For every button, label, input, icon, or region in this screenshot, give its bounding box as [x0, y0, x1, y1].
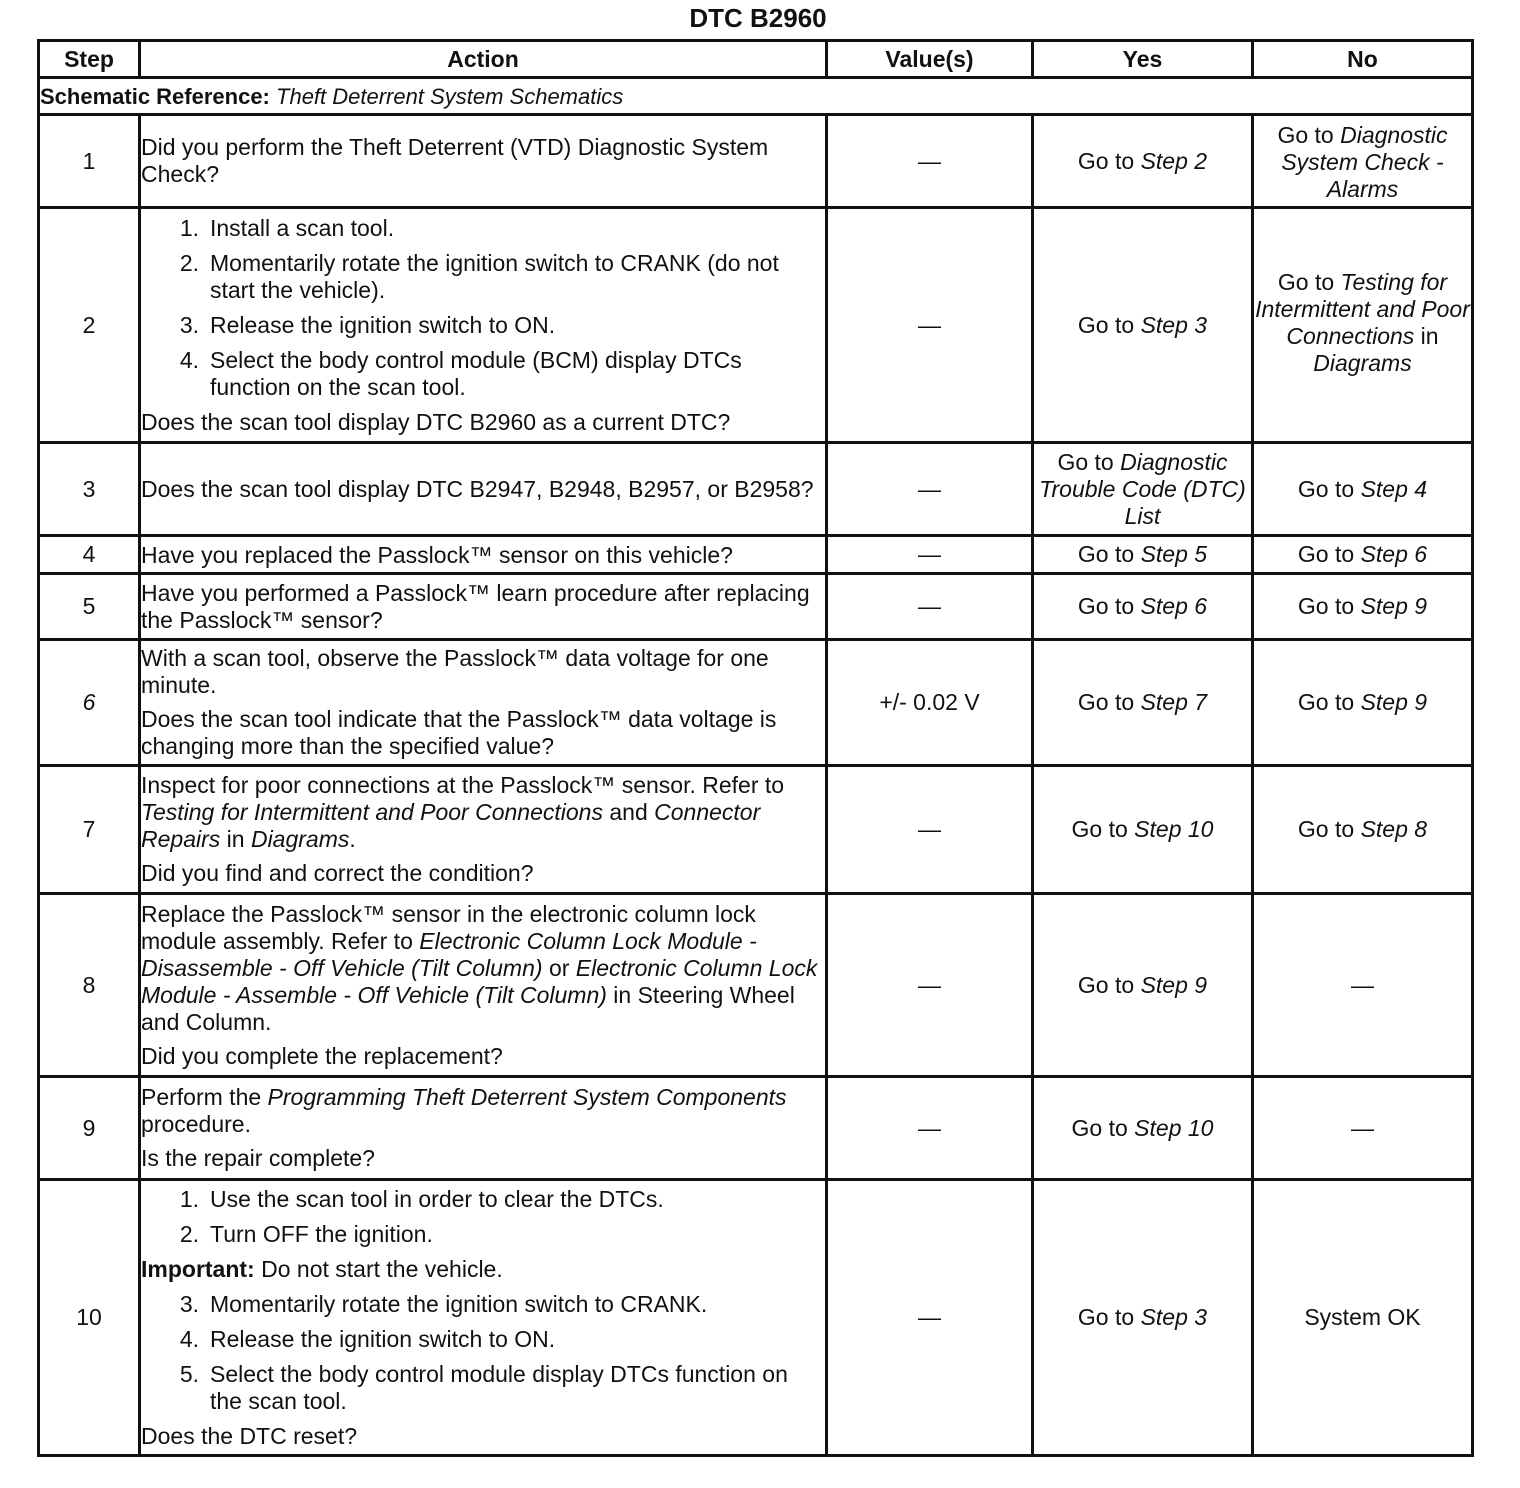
action-cell: [140, 208, 827, 443]
no-cell: Go to Step 8: [1253, 766, 1473, 894]
step-number: 1: [39, 115, 140, 208]
yes-cell: Go to Step 10: [1033, 766, 1253, 894]
step-number: 10: [39, 1180, 140, 1456]
no-link[interactable]: Diagnostic System Check - Alarms: [1281, 122, 1448, 202]
step-number: 5: [39, 574, 140, 640]
goto-label: Go to: [1077, 147, 1135, 174]
yes-link[interactable]: Step 3: [1140, 1304, 1208, 1330]
table-row: [39, 640, 1473, 766]
schematic-reference: [39, 78, 1473, 115]
action-cell: [140, 115, 827, 208]
no-cell: System OK: [1253, 1180, 1473, 1456]
schematic-row: [39, 78, 1473, 115]
header-step: Step: [39, 41, 140, 78]
page-title: DTC B2960: [689, 3, 827, 33]
value-cell: —: [827, 1077, 1033, 1180]
list-item: 4. Select the body control module (BCM) display DTCs function on the scan tool.: [179, 346, 742, 400]
no-cell: —: [1253, 894, 1473, 1077]
value-cell: —: [827, 536, 1033, 574]
schematic-link[interactable]: Theft Deterrent System Schematics: [276, 83, 624, 109]
action-cell: [140, 1180, 827, 1456]
ref-link[interactable]: Electronic Column Lock Module - Disassemble - Off Vehicle (Tilt Column): [141, 927, 757, 981]
table-row: [39, 1180, 1473, 1456]
no-cell: Go to Step 9: [1253, 574, 1473, 640]
action-question: Does the DTC reset?: [141, 1422, 358, 1449]
ref-link[interactable]: Programming Theft Deterrent System Components: [267, 1084, 787, 1110]
table-row: [39, 894, 1473, 1077]
yes-cell: Go to Step 9: [1033, 894, 1253, 1077]
yes-cell: Go to Step 6: [1033, 574, 1253, 640]
list-item: 4. Release the ignition switch to ON.: [179, 1325, 556, 1352]
yes-link[interactable]: Diagnostic Trouble Code (DTC) List: [1039, 448, 1246, 529]
table-row: [39, 766, 1473, 894]
ref-link[interactable]: Connector Repairs: [141, 799, 761, 852]
value-cell: —: [827, 208, 1033, 443]
value-cell: —: [827, 443, 1033, 536]
value-cell: —: [827, 766, 1033, 894]
action-text: Does the scan tool display DTC B2947, B2948, B2957, or B2958?: [141, 475, 814, 502]
step-number: 9: [39, 1077, 140, 1180]
ref-link[interactable]: Testing for Intermittent and Poor Connections: [141, 799, 603, 825]
step-number: 8: [39, 894, 140, 1077]
no-cell: Go to Step 4: [1253, 443, 1473, 536]
no-link-diagrams[interactable]: Diagrams: [1313, 349, 1412, 376]
yes-link[interactable]: Step 7: [1140, 689, 1208, 715]
step-number: 2: [39, 208, 140, 443]
important-note: Important: Do not start the vehicle.: [141, 1255, 503, 1282]
yes-link[interactable]: Step 9: [1140, 971, 1208, 998]
no-link[interactable]: Step 6: [1360, 541, 1428, 567]
yes-link[interactable]: Step 10: [1134, 1114, 1214, 1141]
list-item: 1. Install a scan tool.: [179, 214, 395, 241]
action-cell: Replace the Passlock™ sensor in the electronic column lock module assembly. Refer to Electronic Column Lock Module - Disassemble - Off Vehicle (Tilt Column) or Electronic Column Lock Module - Assemble - Off Vehicle (Tilt Column) in Steering Wheel and Column. Did you complete the replacement?: [140, 894, 827, 1077]
yes-link[interactable]: Step 5: [1140, 541, 1208, 567]
action-question: Does the scan tool display DTC B2960 as a current DTC?: [141, 408, 731, 435]
yes-link[interactable]: Step 3: [1140, 311, 1208, 338]
no-cell: Go to Testing for Intermittent and Poor Connections in Diagrams: [1253, 208, 1473, 443]
yes-cell: Go to Step 3: [1033, 1180, 1253, 1456]
no-cell: Go to Step 6: [1253, 536, 1473, 574]
table-row: [39, 536, 1473, 574]
value-cell: —: [827, 574, 1033, 640]
action-cell: [140, 443, 827, 536]
value-cell: +/- 0.02 V: [827, 640, 1033, 766]
value-cell: —: [827, 1180, 1033, 1456]
action-cell: Inspect for poor connections at the Passlock™ sensor. Refer to Testing for Intermittent and Poor Connections and Connector Repairs in Diagrams. Did you find and correct the condition?: [140, 766, 827, 894]
table-row: [39, 208, 1473, 443]
yes-cell: Go to Step 3: [1033, 208, 1253, 443]
no-link[interactable]: Step 8: [1360, 816, 1428, 842]
yes-cell: Go to Diagnostic Trouble Code (DTC) List: [1033, 443, 1253, 536]
table-row: [39, 1077, 1473, 1180]
table-row: [39, 574, 1473, 640]
action-cell: Have you replaced the Passlock™ sensor on this vehicle?: [140, 536, 827, 574]
action-cell: Have you performed a Passlock™ learn procedure after replacing the Passlock™ sensor?: [140, 574, 827, 640]
step-number: 4: [39, 536, 140, 574]
yes-cell: [1033, 115, 1253, 208]
yes-link[interactable]: Step 2: [1140, 147, 1208, 174]
diagnostic-table: [37, 39, 1474, 1457]
header-yes: Yes: [1033, 41, 1253, 78]
ref-link[interactable]: Electronic Column Lock Module - Assemble - Off Vehicle (Tilt Column): [141, 954, 818, 1008]
no-link[interactable]: Step 9: [1360, 593, 1428, 619]
value-cell: —: [827, 894, 1033, 1077]
no-link[interactable]: Testing for Intermittent and Poor Connections: [1255, 268, 1470, 349]
header-row: [39, 41, 1473, 78]
header-values: Value(s): [827, 41, 1033, 78]
list-item: 3. Release the ignition switch to ON.: [179, 311, 556, 338]
schematic-label: Schematic Reference:: [40, 83, 270, 109]
action-cell: With a scan tool, observe the Passlock™ data voltage for one minute. Does the scan tool indicate that the Passlock™ data voltage is changing more than the specified value?: [140, 640, 827, 766]
list-item: 3. Momentarily rotate the ignition switch to CRANK.: [179, 1290, 708, 1317]
yes-cell: Go to Step 7: [1033, 640, 1253, 766]
no-link[interactable]: Step 9: [1360, 689, 1428, 715]
no-link[interactable]: Step 4: [1360, 475, 1428, 502]
value-cell: —: [827, 115, 1033, 208]
list-item: 2. Momentarily rotate the ignition switch to CRANK (do not start the vehicle).: [179, 249, 779, 303]
ref-link[interactable]: Diagrams: [250, 826, 350, 852]
list-item: 2. Turn OFF the ignition.: [179, 1220, 433, 1247]
list-item: 1. Use the scan tool in order to clear the DTCs.: [179, 1185, 664, 1212]
step-number: 7: [39, 766, 140, 894]
list-item: 5. Select the body control module display DTCs function on the scan tool.: [179, 1360, 788, 1414]
yes-cell: Go to Step 10: [1033, 1077, 1253, 1180]
header-action: Action: [140, 41, 827, 78]
no-cell: Go to Step 9: [1253, 640, 1473, 766]
action-text: Did you perform the Theft Deterrent (VTD) Diagnostic System Check?: [141, 134, 769, 187]
yes-cell: Go to Step 5: [1033, 536, 1253, 574]
step-number: 6: [39, 640, 140, 766]
goto-label: Go to: [1277, 122, 1334, 148]
table-row: [39, 115, 1473, 208]
yes-link[interactable]: Step 6: [1140, 593, 1208, 619]
step-number: 3: [39, 443, 140, 536]
no-cell: [1253, 115, 1473, 208]
header-no: No: [1253, 41, 1473, 78]
table-row: [39, 443, 1473, 536]
no-cell: —: [1253, 1077, 1473, 1180]
yes-link[interactable]: Step 10: [1134, 816, 1214, 842]
action-cell: Perform the Programming Theft Deterrent System Components procedure. Is the repair complete?: [140, 1077, 827, 1180]
